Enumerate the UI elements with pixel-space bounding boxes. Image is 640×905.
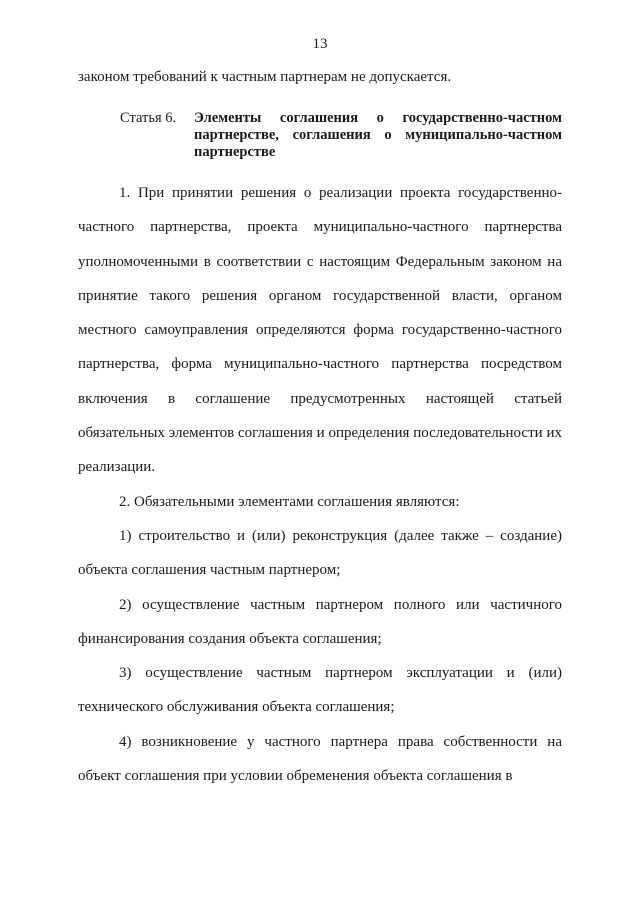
article-body bbox=[78, 176, 562, 793]
article-label: Статья 6. bbox=[120, 110, 177, 126]
paragraph-item-3: 3) осуществление частным партнером эксплуатации и (или) технического обслуживания объекта соглашения; bbox=[78, 665, 562, 716]
paragraph-2: 2. Обязательными элементами соглашения являются: bbox=[119, 493, 460, 510]
page-number: 13 bbox=[312, 36, 328, 52]
paragraph-1: 1. При принятии решения о реализации проекта государственно-частного партнерства, проекта муниципально-частного партнерства уполномоченными в соответствии с настоящим Федеральным законом на принятие такого решения органом государственной власти, органом местного самоуправления определяются форма государственно-частного партнерства, форма муниципально-частного партнерства посредством включения в соглашение предусмотренных настоящей статьей обязательных элементов соглашения и определения последовательности их реализации. bbox=[78, 185, 562, 476]
paragraph-item-2: 2) осуществление частным партнером полного или частичного финансирования создания объекта соглашения; bbox=[78, 596, 562, 647]
continuation-text: законом требований к частным партнерам не допускается. bbox=[78, 69, 452, 85]
article-title: Элементы соглашения о государственно-частном партнерстве, соглашения о муниципально-частном партнерстве bbox=[194, 110, 562, 160]
paragraph-item-4: 4) возникновение у частного партнера права собственности на объект соглашения при условии обременения объекта соглашения в bbox=[78, 733, 562, 785]
paragraph-item-1: 1) строительство и (или) реконструкция (далее также – создание) объекта соглашения частным партнером; bbox=[78, 527, 562, 579]
